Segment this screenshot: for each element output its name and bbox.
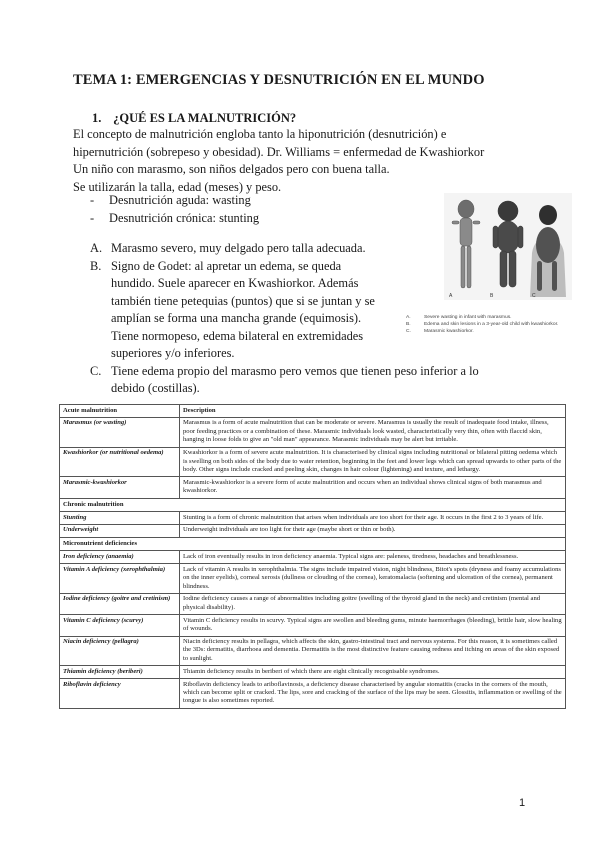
malnutrition-table [59, 404, 566, 709]
caption-text: Edema and skin lesions in a 3-year-old child with kwashiorkor. [424, 322, 559, 327]
panel-letter-c: C [532, 293, 536, 299]
alpha-line: amplían se forma una mancha grande (equimosis). [111, 311, 362, 325]
table-cell-name: Thiamin deficiency (beriberi) [60, 666, 180, 679]
section-number: 1. [92, 111, 102, 125]
table-section-label: Chronic malnutrition [60, 498, 566, 511]
table-header-cell: Acute malnutrition [60, 405, 180, 418]
table-cell-name: Vitamin A deficiency (xerophthalmia) [60, 564, 180, 594]
figure-caption [406, 314, 558, 335]
table-row [60, 477, 566, 498]
alpha-line: Tiene normopeso, edema bilateral en extremidades [111, 328, 364, 343]
alpha-marker: B. [90, 258, 102, 273]
panel-letter-a: A [449, 293, 453, 299]
table-cell-desc: Lack of iron eventually results in iron deficiency anaemia. Typical signs are: paleness, tiredness, headaches and breathlessness. [180, 551, 566, 564]
table-cell-name: Kwashiorkor (or nutritional oedema) [60, 447, 180, 477]
panel-letter-b: B [490, 293, 494, 299]
list-item: - Desnutrición crónica: stunting [90, 210, 259, 228]
table-section-label: Micronutrient deficiencies [60, 537, 566, 550]
alpha-marker: C. [90, 363, 102, 378]
table-header-row [60, 405, 566, 418]
table-cell-name: Iodine deficiency (goitre and cretinism) [60, 593, 180, 614]
table-row [60, 666, 566, 679]
caption-text: Severe wasting in infant with marasmus. [424, 315, 512, 320]
table-cell-desc: Marasmus is a form of acute malnutrition that can be moderate or severe. Marasmus is usually the result of inadequate food intake, illness, poor feeding practices or a combination of these. Marasmic individuals look wasted, characteristically very thin, often with flaccid skin, hanging in loose folds to give an "old man" appearance. Marasmic individuals may be alert but irritable. [180, 417, 566, 447]
alpha-line: también tiene petequias (puntos) que si se juntan y se [111, 293, 375, 308]
alpha-marker: A. [90, 241, 103, 255]
table-row [60, 615, 566, 636]
table-cell-desc: Niacin deficiency results in pellagra, which affects the skin, gastro-intestinal tract and nervous systems. For this reason, it is sometimes called the 3Ds: dermatitis, diarrhoea and dementia. Dermatitis is the most distinctive feature causing redness and itching on areas of the skin exposed to sunlight. [180, 636, 566, 666]
table-row [60, 593, 566, 614]
alpha-item-a [90, 240, 479, 258]
children-photo [444, 193, 572, 300]
table-row [60, 551, 566, 564]
caption-letter: C. [406, 329, 411, 334]
table-row [60, 636, 566, 666]
table-cell-name: Underweight [60, 524, 180, 537]
table-row [60, 417, 566, 447]
paragraph-line: Se utilizarán la talla, edad (meses) y peso. [73, 179, 282, 194]
alpha-line: superiores y/o inferiores. [111, 346, 235, 360]
table-section-row [60, 498, 566, 511]
table-header-cell: Description [180, 405, 566, 418]
paragraph-line: hipernutrición (sobrepeso y obesidad). Dr. Williams = enfermedad de Kwashiorkor [73, 144, 485, 159]
alpha-item-c [90, 363, 479, 398]
list-item: - Desnutrición aguda: wasting [90, 192, 259, 210]
page-number: 1 [519, 797, 526, 809]
caption-text: Marasmic kwashiorkor. [424, 329, 474, 334]
table-cell-desc: Stunting is a form of chronic malnutrition that arises when individuals are too short for their age. It occurs in the first 2 to 3 years of life. [180, 512, 566, 525]
alpha-item-b [90, 258, 479, 363]
table-row [60, 564, 566, 594]
table-cell-desc: Marasmic-kwashiorkor is a severe form of acute malnutrition and occurs when an individual shows clinical signs of both marasmus and kwashiorkor. [180, 477, 566, 498]
dash-list [90, 192, 259, 227]
children-photo-graphic [444, 193, 572, 300]
table-cell-name: Marasmic-kwashiorkor [60, 477, 180, 498]
paragraph-line: Un niño con marasmo, son niños delgados pero con buena talla. [73, 162, 390, 176]
table-cell-desc: Iodine deficiency causes a range of abnormalities including goitre (swelling of the thyroid gland in the neck) and cretinism (mental and physical disability). [180, 593, 566, 614]
caption-letter: A. [406, 315, 411, 320]
table-cell-name: Iron deficiency (anaemia) [60, 551, 180, 564]
table-cell-desc: Underweight individuals are too light for their age (maybe short or thin or both). [180, 524, 566, 537]
paragraph-line: El concepto de malnutrición engloba tanto la hiponutrición (desnutrición) e [73, 127, 447, 141]
section-heading-text: ¿QUÉ ES LA MALNUTRICIÓN? [113, 111, 297, 125]
table-cell-desc: Kwashiorkor is a form of severe acute malnutrition. It is characterised by clinical signs including nutritional or bilateral pitting oedema which is swelling on both sides of the body due to water retention, beginning in the feet and lower legs which can spread upwards to other parts of the body. Other signs include cracked and peeling skin, changes in hair colour (lightening) and texture, and lethargy. [180, 447, 566, 477]
table-cell-name: Riboflavin deficiency [60, 679, 180, 709]
table-cell-desc: Thiamin deficiency results in beriberi of which there are eight clinically recognisable syndromes. [180, 666, 566, 679]
table-cell-desc: Vitamin C deficiency results in scurvy. Typical signs are swollen and bleeding gums, minute haemorrhages (bleeding), brittle hair, slow healing of wounds. [180, 615, 566, 636]
table-cell-name: Niacin deficiency (pellagra) [60, 636, 180, 666]
alpha-line: Marasmo severo, muy delgado pero talla adecuada. [111, 241, 366, 255]
table-cell-desc: Lack of vitamin A results in xerophthalmia. The signs include impaired vision, night blindness, Bitot's spots (dryness and foamy accumulations on the inner eyelids), corneal xerosis (dullness or clouding of the cornea), keratomalacia (softening and ulceration of the cornea), permanent blindness. [180, 564, 566, 594]
table-cell-name: Stunting [60, 512, 180, 525]
table-cell-name: Vitamin C deficiency (scurvy) [60, 615, 180, 636]
alpha-line: Signo de Godet: al apretar un edema, se queda [111, 258, 342, 273]
section-heading [92, 111, 296, 126]
alpha-line: hundido. Suele aparecer en Kwashiorkor. Además [111, 276, 359, 290]
table-row [60, 512, 566, 525]
table-row [60, 679, 566, 709]
alpha-line: Tiene edema propio del marasmo pero vemos que tienen peso inferior a lo [111, 363, 479, 378]
caption-letter: B. [406, 322, 411, 327]
table-cell-name: Marasmus (or wasting) [60, 417, 180, 447]
table-row [60, 447, 566, 477]
table-row [60, 524, 566, 537]
alpha-line: debido (costillas). [111, 381, 200, 395]
table-section-row [60, 537, 566, 550]
page-title: TEMA 1: EMERGENCIAS Y DESNUTRICIÓN EN EL MUNDO [73, 72, 485, 88]
table-cell-desc: Riboflavin deficiency leads to ariboflavinosis, a deficiency disease characterised by angular stomatitis (cracks in the corners of the mouth, which can become split or cracked. The lips, sore and cracking of the surface of the lips may be seen. Glossitis, inflammation or swelling of the tongue is also sometimes reported. [180, 679, 566, 709]
